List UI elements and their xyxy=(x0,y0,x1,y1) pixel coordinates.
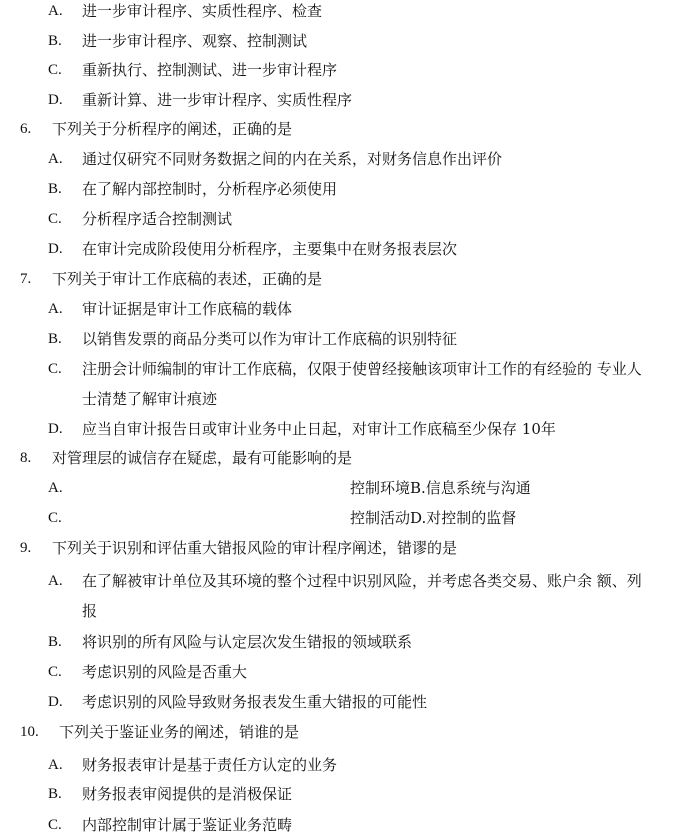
q6-option-b xyxy=(0,174,692,204)
q9-option-b xyxy=(0,627,692,657)
option-text: 应当自审计报告日或审计业务中止日起，对审计工作底稿至少保存 10年 xyxy=(82,420,556,438)
option-text: 在了解被审计单位及其环境的整个过程中识别风险，并考虑各类交易、账户余 额、列 xyxy=(82,572,642,590)
option-letter: C. xyxy=(48,62,62,78)
q7-option-a xyxy=(0,294,692,324)
option-letter: A. xyxy=(48,573,63,589)
question-stem: 下列关于鉴证业务的阐述，销谁的是 xyxy=(59,723,300,741)
option-text: 考虑识别的风险是否重大 xyxy=(82,663,248,681)
option-text: 分析程序适合控制测试 xyxy=(82,210,233,228)
option-text: 重新执行、控制测试、进一步审计程序 xyxy=(82,61,338,79)
option-letter: B. xyxy=(48,33,62,49)
option-text: 进一步审计程序、观察、控制测试 xyxy=(82,32,308,50)
question-stem: 下列关于识别和评估重大错报风险的审计程序阐述，错谬的是 xyxy=(52,539,458,557)
option-text: 通过仅研究不同财务数据之间的内在关系，对财务信息作出评价 xyxy=(82,150,503,168)
option-letter: A. xyxy=(48,3,63,19)
option-text: 注册会计师编制的审计工作底稿，仅限于使曾经接触该项审计工作的有经验的 专业人 xyxy=(82,360,642,378)
q6-option-d xyxy=(0,234,692,264)
option-text: 财务报表审阅提供的是消极保证 xyxy=(82,785,293,803)
question-number: 10. xyxy=(20,724,39,740)
q7-option-b xyxy=(0,324,692,354)
option-letter: A. xyxy=(48,301,63,317)
option-text: 将识别的所有风险与认定层次发生错报的领域联系 xyxy=(82,633,413,651)
q8-stem xyxy=(0,443,692,473)
option-letter: D. xyxy=(48,694,63,710)
option-text: 在了解内部控制时，分析程序必须使用 xyxy=(82,180,338,198)
option-letter: D. xyxy=(48,92,63,108)
option-letter: B. xyxy=(48,331,62,347)
option-letter: C. xyxy=(48,361,62,377)
q9-option-d xyxy=(0,687,692,717)
option-text-wrap: 士清楚了解审计痕迹 xyxy=(82,390,218,408)
option-text: 在审计完成阶段使用分析程序，主要集中在财务报表层次 xyxy=(82,240,458,258)
option-letter: C. xyxy=(48,510,62,526)
option-letter: D. xyxy=(48,241,63,257)
q6-stem xyxy=(0,114,692,144)
question-stem: 对管理层的诚信存在疑虑，最有可能影响的是 xyxy=(52,449,353,467)
option-letter: C. xyxy=(48,817,62,833)
option-text: 以销售发票的商品分类可以作为审计工作底稿的识别特征 xyxy=(82,330,458,348)
q10-option-a xyxy=(0,750,692,780)
q5-option-d xyxy=(0,85,692,115)
option-text: 内部控制审计属于鉴证业务范畴 xyxy=(82,816,293,834)
option-text: 进一步审计程序、实质性程序、检查 xyxy=(82,2,323,20)
q8-row-2 xyxy=(0,503,692,533)
option-letter: A. xyxy=(48,151,63,167)
question-stem: 下列关于审计工作底稿的表述，正确的是 xyxy=(52,270,323,288)
option-letter: A. xyxy=(48,757,63,773)
option-letter: D. xyxy=(48,421,63,437)
question-number: 6. xyxy=(20,121,32,137)
q10-stem xyxy=(0,717,692,747)
option-letter: B. xyxy=(48,634,62,650)
option-text: 控制环境B.信息系统与沟通 xyxy=(350,479,531,497)
option-text: 考虑识别的风险导致财务报表发生重大错报的可能性 xyxy=(82,693,428,711)
q7-stem xyxy=(0,264,692,294)
q5-option-b xyxy=(0,26,692,56)
option-text: 审计证据是审计工作底稿的载体 xyxy=(82,300,293,318)
option-letter: B. xyxy=(48,786,62,802)
q8-row-1 xyxy=(0,473,692,503)
q9-option-c xyxy=(0,657,692,687)
q9-stem xyxy=(0,533,692,563)
q6-option-a xyxy=(0,144,692,174)
q10-option-c xyxy=(0,810,692,834)
q5-option-a xyxy=(0,0,692,26)
q9-option-a xyxy=(0,566,692,596)
q9-option-a-continued xyxy=(0,596,692,626)
q10-option-b xyxy=(0,779,692,809)
question-number: 7. xyxy=(20,271,32,287)
option-text-wrap: 报 xyxy=(82,602,98,620)
option-text: 控制活动D.对控制的监督 xyxy=(350,509,517,527)
option-letter: C. xyxy=(48,664,62,680)
q7-option-d xyxy=(0,414,692,444)
option-letter: C. xyxy=(48,211,62,227)
q5-option-c xyxy=(0,55,692,85)
option-text: 财务报表审计是基于责任方认定的业务 xyxy=(82,756,338,774)
option-letter: B. xyxy=(48,181,62,197)
question-stem: 下列关于分析程序的阐述，正确的是 xyxy=(52,120,293,138)
option-text: 重新计算、进一步审计程序、实质性程序 xyxy=(82,91,353,109)
q7-option-c-continued xyxy=(0,384,692,414)
q6-option-c xyxy=(0,204,692,234)
question-number: 9. xyxy=(20,540,32,556)
option-letter: A. xyxy=(48,480,63,496)
question-number: 8. xyxy=(20,450,32,466)
q7-option-c xyxy=(0,354,692,384)
